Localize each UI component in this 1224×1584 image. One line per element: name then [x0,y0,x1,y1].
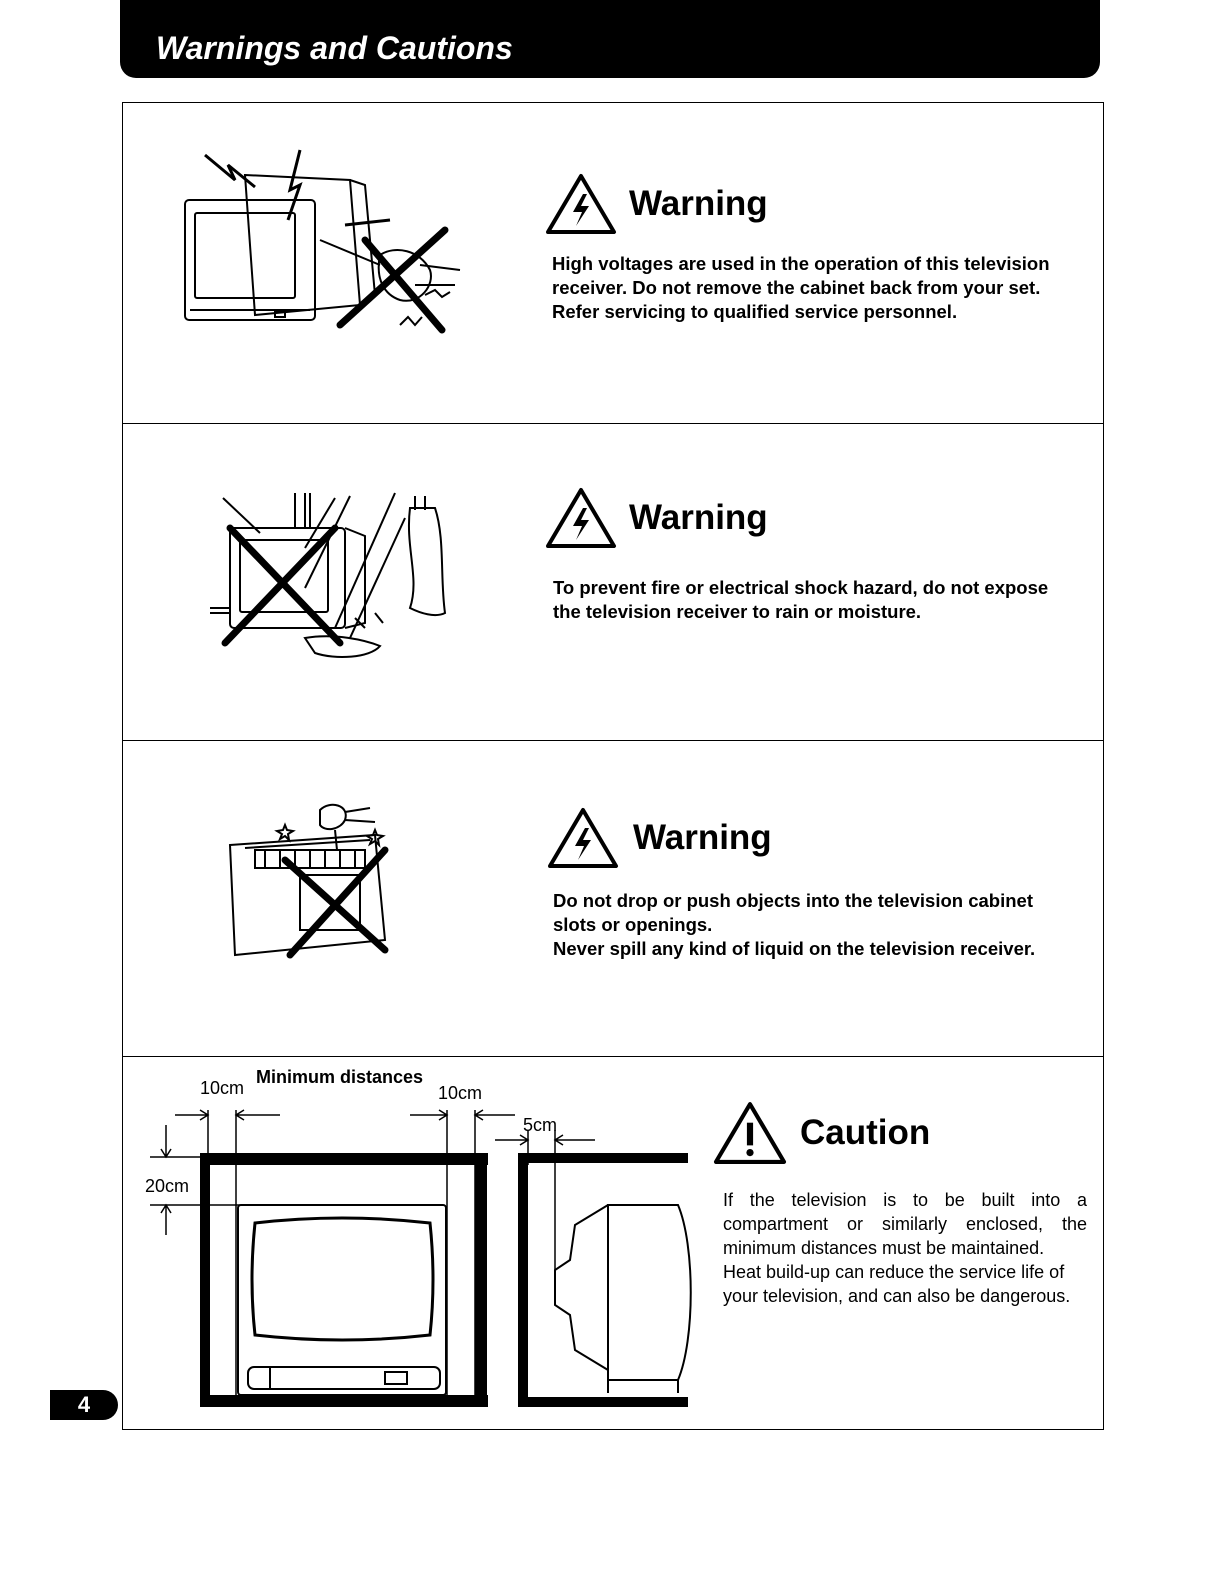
high-voltage-warning-icon [545,486,617,550]
section-divider [123,1056,1103,1057]
caution-line: If the television is to be built into a [723,1190,1087,1210]
warning-heading [545,806,772,870]
warning-text [552,252,1082,324]
warning-text [553,576,1083,624]
right-gap-label: 10cm [438,1083,483,1103]
caution-line: Heat build-up can reduce the service life of [723,1262,1065,1282]
left-gap-label: 10cm [200,1078,245,1098]
warning-heading [545,172,768,236]
top-gap-label: 20cm [145,1176,190,1196]
warning-line: To prevent fire or electrical shock hazard, do not expose [553,577,1049,598]
back-gap-label: 5cm [523,1115,558,1135]
warning-line: Do not drop or push objects into the television cabinet [553,890,1033,911]
warning-title: Warning [629,184,768,223]
warning-line: High voltages are used in the operation of this television [552,253,1050,274]
tv-rain-moisture-prohibited-icon [205,488,455,673]
tv-liquid-spill-prohibited-icon [225,800,400,975]
caution-heading [712,1100,930,1166]
page-header [120,0,1100,78]
minimum-distances-diagram-icon [130,1095,700,1415]
caution-exclamation-icon [712,1100,788,1166]
caution-line: your television, and can also be dangerous. [723,1286,1071,1306]
warning-text [553,889,1083,961]
warning-line: slots or openings. [553,914,713,935]
page-title: Warnings and Cautions [156,30,513,66]
warning-line: Refer servicing to qualified service personnel. [552,301,958,322]
diagram-title: Minimum distances [256,1067,424,1087]
section-divider [123,740,1103,741]
warning-line: receiver. Do not remove the cabinet back from your set. [552,277,1041,298]
page-number: 4 [50,1390,118,1420]
warning-heading [545,486,768,550]
tv-back-removal-prohibited-icon [180,145,470,350]
warning-line: the television receiver to rain or moisture. [553,601,922,622]
caution-line: compartment or similarly enclosed, the [723,1214,1087,1234]
section-divider [123,423,1103,424]
high-voltage-warning-icon [545,172,617,236]
warning-line: Never spill any kind of liquid on the television receiver. [553,938,1036,959]
caution-title: Caution [800,1113,931,1152]
high-voltage-warning-icon [545,806,621,870]
warning-title: Warning [633,818,772,857]
warning-title: Warning [629,498,768,537]
caution-line: minimum distances must be maintained. [723,1238,1045,1258]
caution-text [723,1188,1087,1308]
